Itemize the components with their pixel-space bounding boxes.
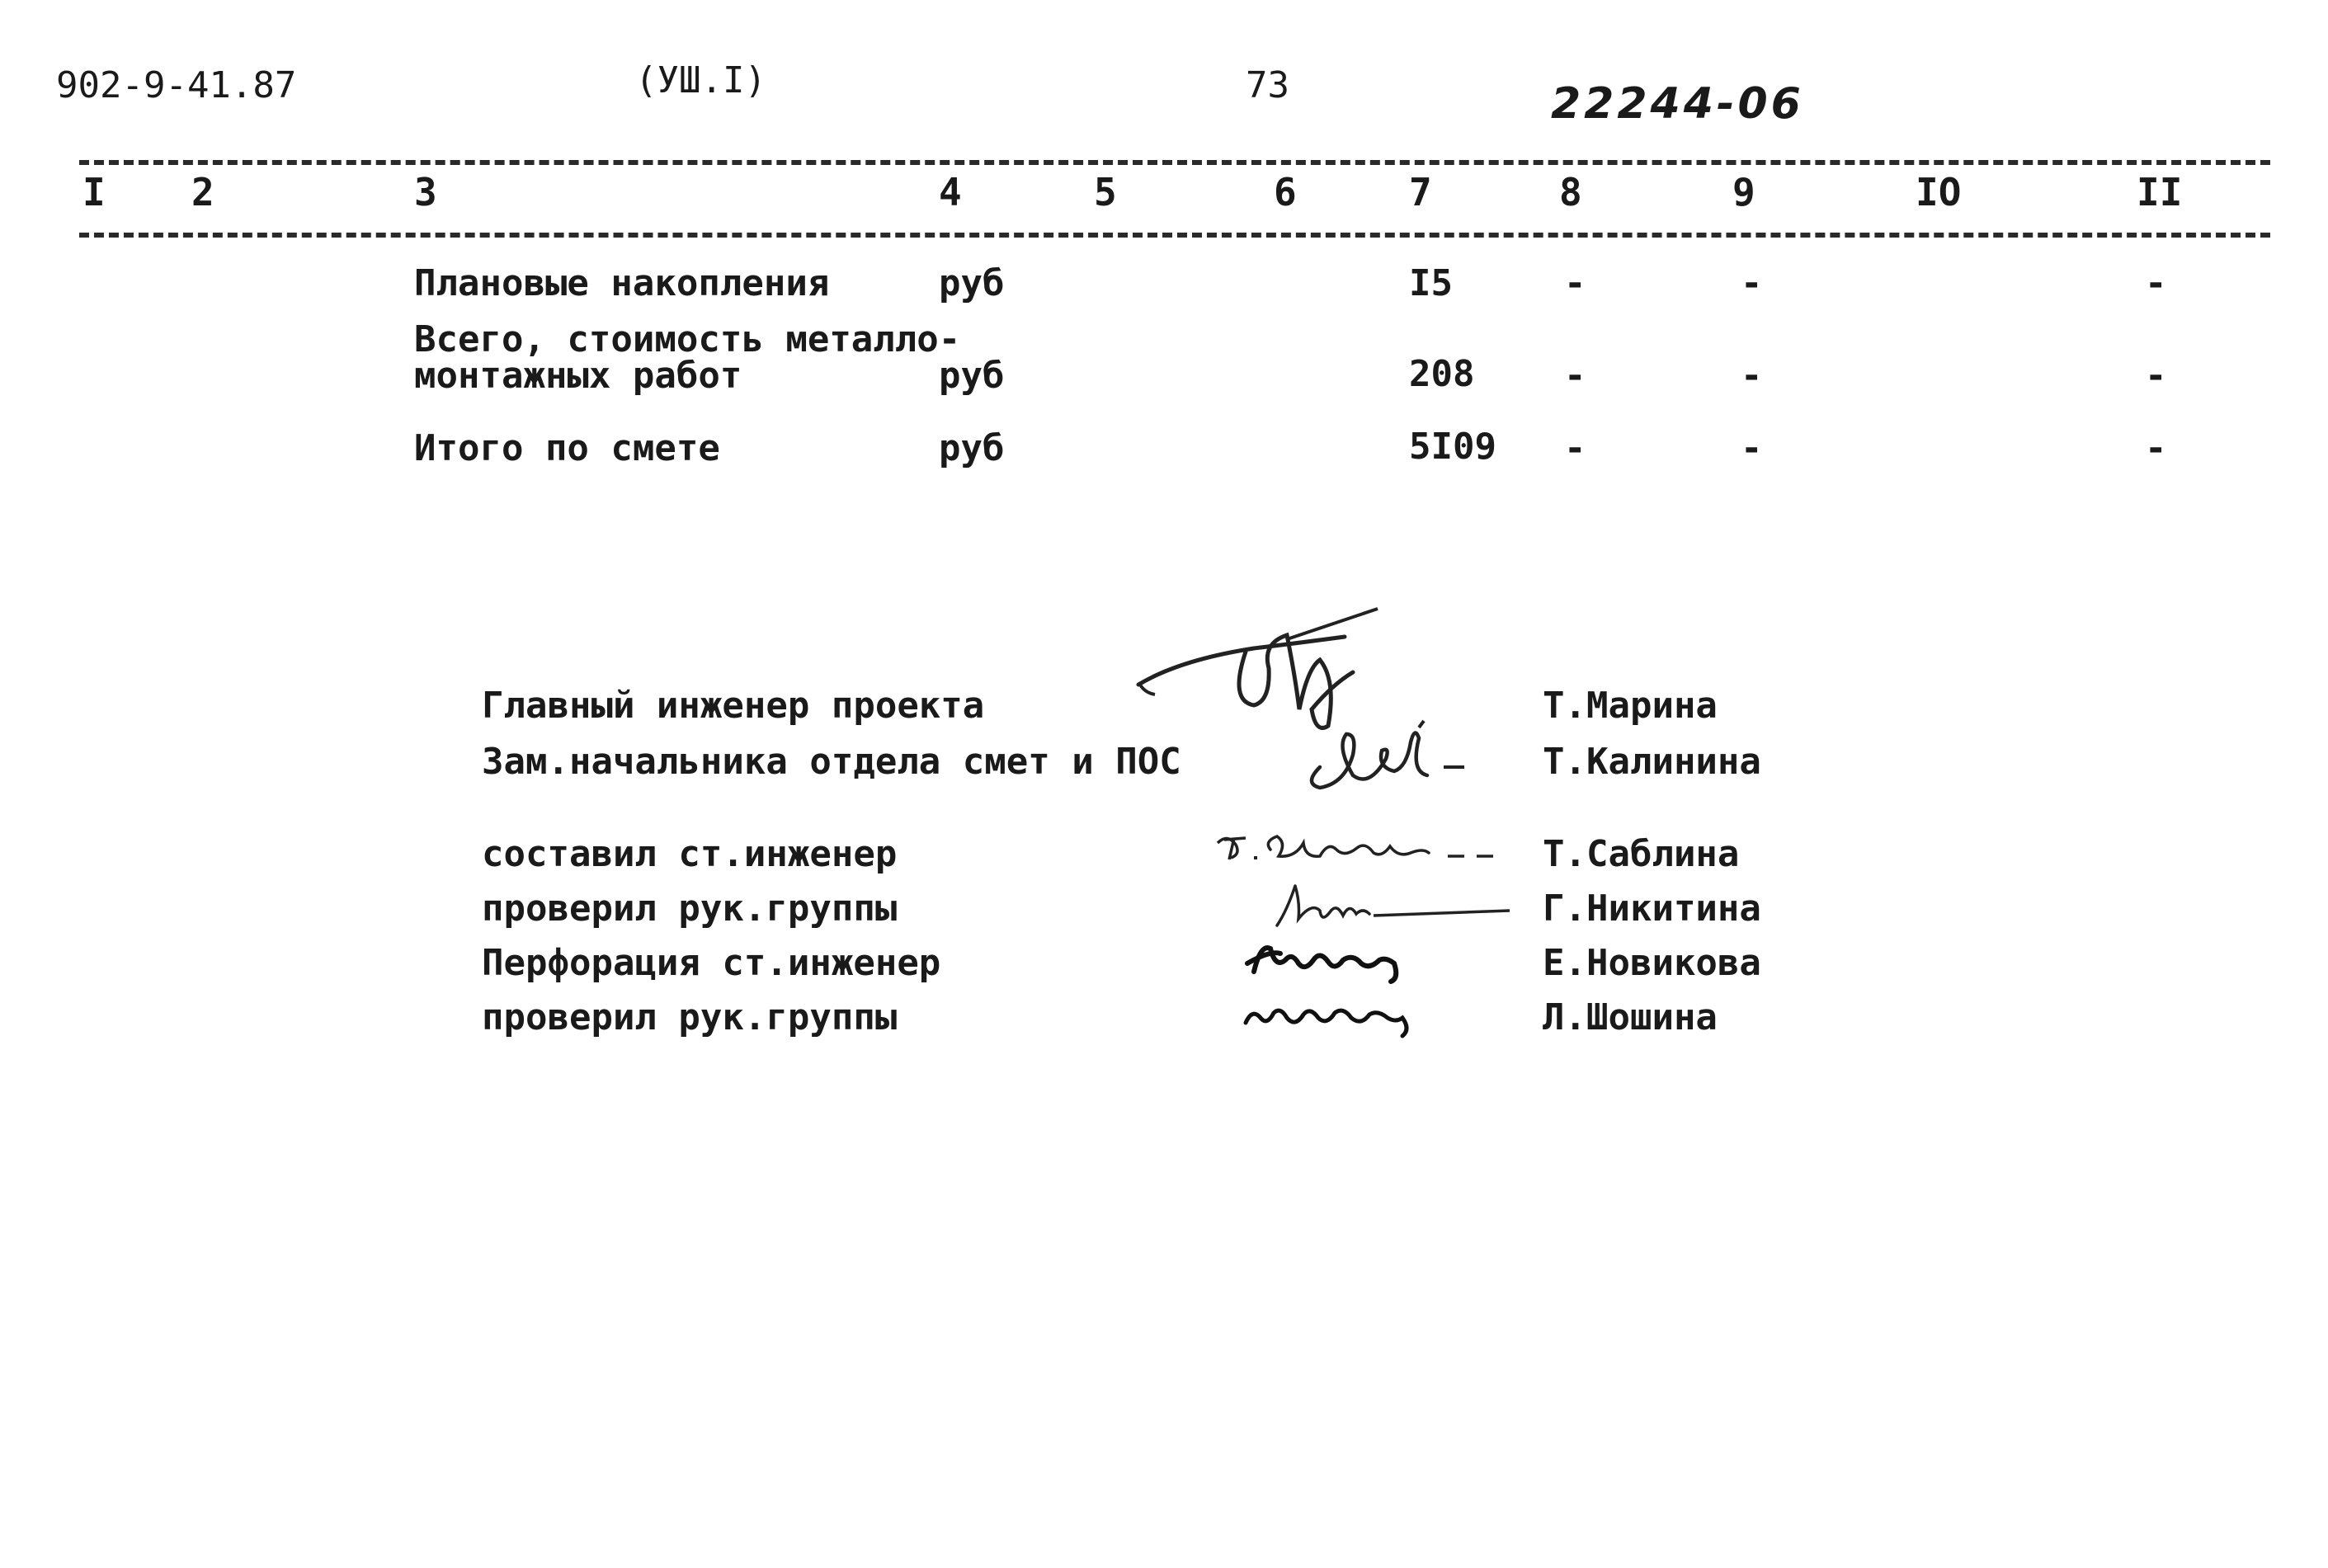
column-number-4: 4	[939, 170, 962, 214]
signature-name-3: Т.Саблина	[1543, 833, 1740, 875]
signature-name-1: Т.Марина	[1543, 685, 1718, 727]
column-number-8: 8	[1559, 170, 1582, 214]
column-number-10: IO	[1916, 170, 1962, 214]
column-number-9: 9	[1732, 170, 1755, 214]
dashed-rule-bottom	[79, 233, 2270, 238]
signature-role-6: проверил рук.группы	[482, 996, 898, 1038]
row-3-col7: 5I09	[1409, 426, 1496, 468]
row-2-name-line2: монтажных работ	[414, 355, 742, 397]
signature-name-2: Т.Калинина	[1543, 741, 1761, 783]
section-number: (УШ.I)	[635, 59, 766, 101]
signature-role-5: Перфорация ст.инженер	[482, 942, 941, 984]
column-number-11: II	[2137, 170, 2183, 214]
row-1-col11: -	[2145, 262, 2167, 304]
document-code: 902-9-41.87	[56, 64, 297, 106]
signature-drawing-4	[1270, 878, 1534, 935]
signature-drawing-3	[1213, 825, 1526, 883]
row-2-col11: -	[2145, 355, 2167, 397]
column-number-5: 5	[1094, 170, 1117, 214]
row-3-col9: -	[1741, 427, 1763, 469]
row-2-col8: -	[1564, 355, 1586, 397]
signature-drawing-2	[1295, 709, 1485, 800]
column-number-3: 3	[414, 170, 437, 214]
column-number-7: 7	[1409, 170, 1432, 214]
signature-role-2: Зам.начальника отдела смет и ПОС	[482, 741, 1181, 783]
row-2-name-line1: Всего, стоимость металло-	[414, 318, 961, 360]
signature-name-5: Е.Новикова	[1543, 942, 1761, 984]
handwritten-number: 22244-06	[1551, 79, 1804, 129]
row-3-name: Итого по смете	[414, 427, 720, 469]
dashed-rule-top	[79, 160, 2270, 165]
row-2-col7: 208	[1409, 353, 1475, 395]
page-number: 73	[1246, 64, 1289, 106]
signature-role-1: Главный инженер проекта	[482, 685, 985, 727]
row-2-unit: руб	[939, 355, 1005, 397]
signature-drawing-6	[1237, 990, 1452, 1039]
column-number-1: I	[82, 170, 106, 214]
signature-name-4: Г.Никитина	[1543, 888, 1761, 930]
row-1-name: Плановые накопления	[414, 262, 830, 304]
signature-drawing-5	[1237, 935, 1452, 985]
row-2-col9: -	[1741, 355, 1763, 397]
signature-role-3: составил ст.инженер	[482, 833, 898, 875]
column-number-6: 6	[1274, 170, 1297, 214]
row-3-col8: -	[1564, 427, 1586, 469]
row-1-col9: -	[1741, 262, 1763, 304]
row-1-col8: -	[1564, 262, 1586, 304]
column-number-2: 2	[191, 170, 214, 214]
row-1-unit: руб	[939, 262, 1005, 304]
signature-role-4: проверил рук.группы	[482, 888, 898, 930]
row-1-col7: I5	[1409, 262, 1453, 304]
signature-name-6: Л.Шошина	[1543, 996, 1718, 1038]
row-3-unit: руб	[939, 427, 1005, 469]
row-3-col11: -	[2145, 427, 2167, 469]
